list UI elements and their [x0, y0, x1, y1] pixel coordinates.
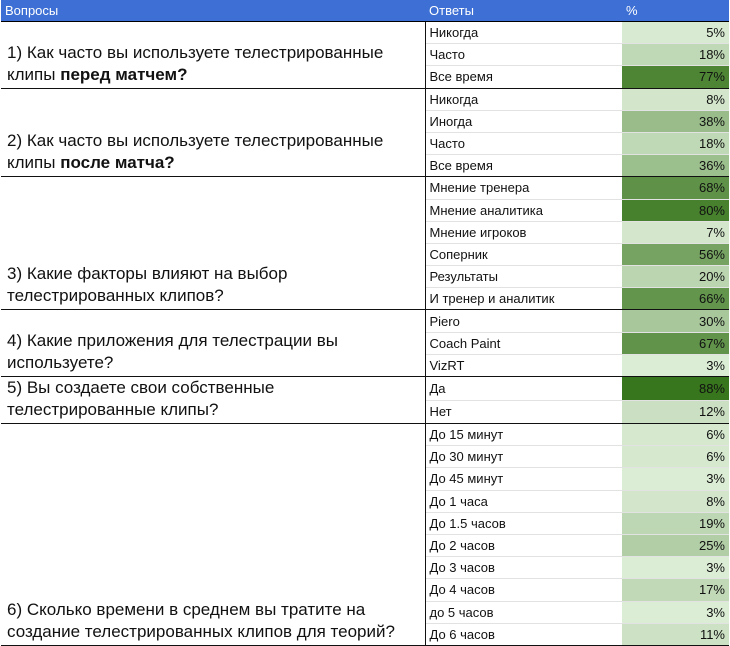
answer-cell: Никогда: [425, 88, 622, 110]
table-row: [1, 310, 729, 332]
question-text: перед матчем?: [60, 64, 188, 84]
answer-cell: Все время: [425, 155, 622, 177]
answer-cell: Мнение игроков: [425, 221, 622, 243]
percent-cell: 7%: [622, 221, 729, 243]
percent-cell: 3%: [622, 601, 729, 623]
percent-cell: 77%: [622, 66, 729, 88]
percent-cell: 18%: [622, 44, 729, 66]
question-text: 4) Какие приложения для телестрации вы используете?: [7, 331, 339, 372]
question-cell: [1, 88, 425, 177]
percent-cell: 5%: [622, 22, 729, 44]
table-row: [1, 377, 729, 401]
answer-cell: До 6 часов: [425, 623, 622, 645]
answer-cell: До 15 минут: [425, 424, 622, 446]
answer-cell: Часто: [425, 132, 622, 154]
question-text: после матча?: [60, 153, 175, 173]
survey-table: [1, 0, 729, 646]
question-cell: [1, 377, 425, 424]
percent-cell: 66%: [622, 288, 729, 310]
percent-cell: 3%: [622, 468, 729, 490]
percent-cell: 6%: [622, 446, 729, 468]
percent-cell: 88%: [622, 377, 729, 401]
percent-cell: 17%: [622, 579, 729, 601]
header-row: [1, 0, 729, 22]
answer-cell: И тренер и аналитик: [425, 288, 622, 310]
question-text: 6) Сколько времени в среднем вы тратите на создание телестрированных клипов для теорий?: [7, 599, 395, 641]
percent-cell: 56%: [622, 243, 729, 265]
percent-cell: 3%: [622, 354, 729, 376]
answer-cell: Coach Paint: [425, 332, 622, 354]
table-row: [1, 22, 729, 44]
header-questions: Вопросы: [1, 0, 425, 22]
percent-cell: 6%: [622, 424, 729, 446]
answer-cell: VizRT: [425, 354, 622, 376]
percent-cell: 25%: [622, 534, 729, 556]
answer-cell: Все время: [425, 66, 622, 88]
percent-cell: 8%: [622, 88, 729, 110]
answer-cell: Piero: [425, 310, 622, 332]
table-row: [1, 88, 729, 110]
answer-cell: До 4 часов: [425, 579, 622, 601]
answer-cell: Соперник: [425, 243, 622, 265]
percent-cell: 20%: [622, 266, 729, 288]
answer-cell: До 2 часов: [425, 534, 622, 556]
question-text: 5) Вы создаете свои собственные телестрированные клипы?: [7, 378, 275, 419]
answer-cell: До 1 часа: [425, 490, 622, 512]
percent-cell: 67%: [622, 332, 729, 354]
answer-cell: До 3 часов: [425, 557, 622, 579]
percent-cell: 19%: [622, 512, 729, 534]
percent-cell: 8%: [622, 490, 729, 512]
percent-cell: 80%: [622, 199, 729, 221]
answer-cell: до 5 часов: [425, 601, 622, 623]
answer-cell: Часто: [425, 44, 622, 66]
header-answers: Ответы: [425, 0, 622, 22]
question-cell: [1, 424, 425, 646]
percent-cell: 36%: [622, 155, 729, 177]
percent-cell: 38%: [622, 110, 729, 132]
answer-cell: До 45 минут: [425, 468, 622, 490]
percent-cell: 12%: [622, 400, 729, 424]
question-cell: [1, 177, 425, 310]
answer-cell: Да: [425, 377, 622, 401]
question-text: 3) Какие факторы влияют на выбор телестрированных клипов?: [7, 264, 288, 306]
question-cell: [1, 310, 425, 377]
percent-cell: 68%: [622, 177, 729, 199]
answer-cell: До 1.5 часов: [425, 512, 622, 534]
percent-cell: 18%: [622, 132, 729, 154]
answer-cell: Мнение тренера: [425, 177, 622, 199]
percent-cell: 11%: [622, 623, 729, 645]
answer-cell: Иногда: [425, 110, 622, 132]
header-percent: %: [622, 0, 729, 22]
table-row: [1, 177, 729, 199]
percent-cell: 3%: [622, 557, 729, 579]
answer-cell: Результаты: [425, 266, 622, 288]
answer-cell: До 30 минут: [425, 446, 622, 468]
question-text: 2) Как часто вы используете телестрированные клипы: [7, 131, 384, 173]
answer-cell: Нет: [425, 400, 622, 424]
answer-cell: Мнение аналитика: [425, 199, 622, 221]
question-cell: [1, 22, 425, 89]
question-text: 1) Как часто вы используете телестрированные клипы: [7, 42, 384, 84]
percent-cell: 30%: [622, 310, 729, 332]
table-row: [1, 424, 729, 446]
answer-cell: Никогда: [425, 22, 622, 44]
